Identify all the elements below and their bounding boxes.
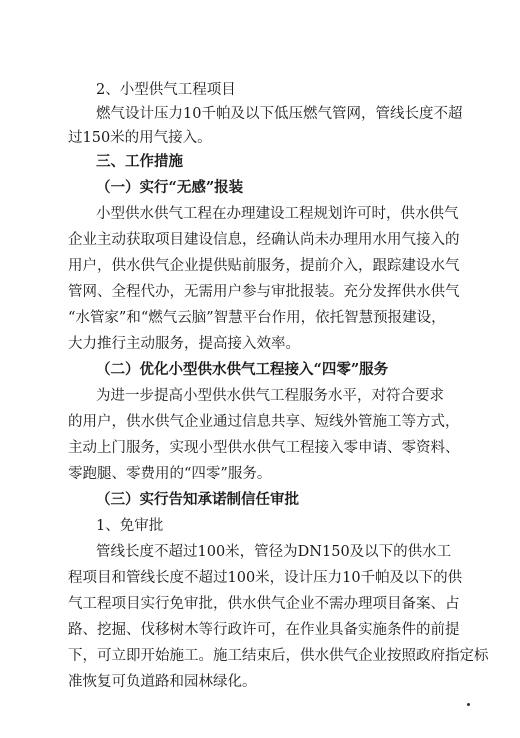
section-heading-2: 2、小型供气工程项目 xyxy=(96,82,236,98)
paragraph-line: 零跑腿、零费用的“四零”服务。 xyxy=(68,466,272,482)
item-heading-exempt: 1、免审批 xyxy=(96,518,164,534)
paragraph-line: 大力推行主动服务，提高接入效率。 xyxy=(68,336,300,352)
paragraph-line: 下，可立即开始施工。施工结束后，供水供气企业按照政府指定标 xyxy=(68,648,489,664)
paragraph-line: 燃气设计压力10千帕及以下低压燃气管网，管线长度不超 xyxy=(96,106,463,122)
paragraph-line: 过150米的用气接入。 xyxy=(68,130,212,146)
paragraph-line: 气工程项目实行免审批，供水供气企业不需办理项目备案、占 xyxy=(68,596,460,612)
paragraph-line: 准恢复可负道路和园林绿化。 xyxy=(68,674,257,690)
paragraph-line: 管网、全程代办，无需用户参与审批报装。充分发挥供水供气 xyxy=(68,284,460,300)
section-heading-work-measures: 三、工作措施 xyxy=(96,153,183,170)
subsection-heading-1: （一）实行“无感”报装 xyxy=(96,179,244,196)
paragraph-line: “水管家”和“燃气云脑”智慧平台作用，依托智慧预报建设， xyxy=(68,310,446,326)
paragraph-line: 管线长度不超过100米，管径为DN150及以下的供水工 xyxy=(96,544,452,560)
subsection-heading-3: （三）实行告知承诺制信任审批 xyxy=(96,491,299,508)
subsection-heading-2: （二）优化小型供水供气工程接入“四零”服务 xyxy=(96,361,389,378)
paragraph-line: 用户，供水供气企业提供贴前服务，提前介入，跟踪建设水气 xyxy=(68,258,460,274)
paragraph-line: 程项目和管线长度不超过100米，设计压力10千帕及以下的供 xyxy=(68,570,463,586)
paragraph-line: 路、挖掘、伐移树木等行政许可，在作业具备实施条件的前提 xyxy=(68,622,460,638)
paragraph-line: 为进一步提高小型供水供气工程服务水平，对符合要求 xyxy=(96,388,444,404)
paragraph-line: 主动上门服务，实现小型供水供气工程接入零申请、零资料、 xyxy=(68,440,460,456)
paragraph-line: 的用户，供水供气企业通过信息共享、短线外管施工等方式， xyxy=(68,414,460,430)
paragraph-line: 小型供水供气工程在办理建设工程规划许可时，供水供气 xyxy=(96,206,459,222)
page-dot-mark xyxy=(467,703,470,706)
paragraph-line: 企业主动获取项目建设信息，经确认尚未办理用水用气接入的 xyxy=(68,232,460,248)
